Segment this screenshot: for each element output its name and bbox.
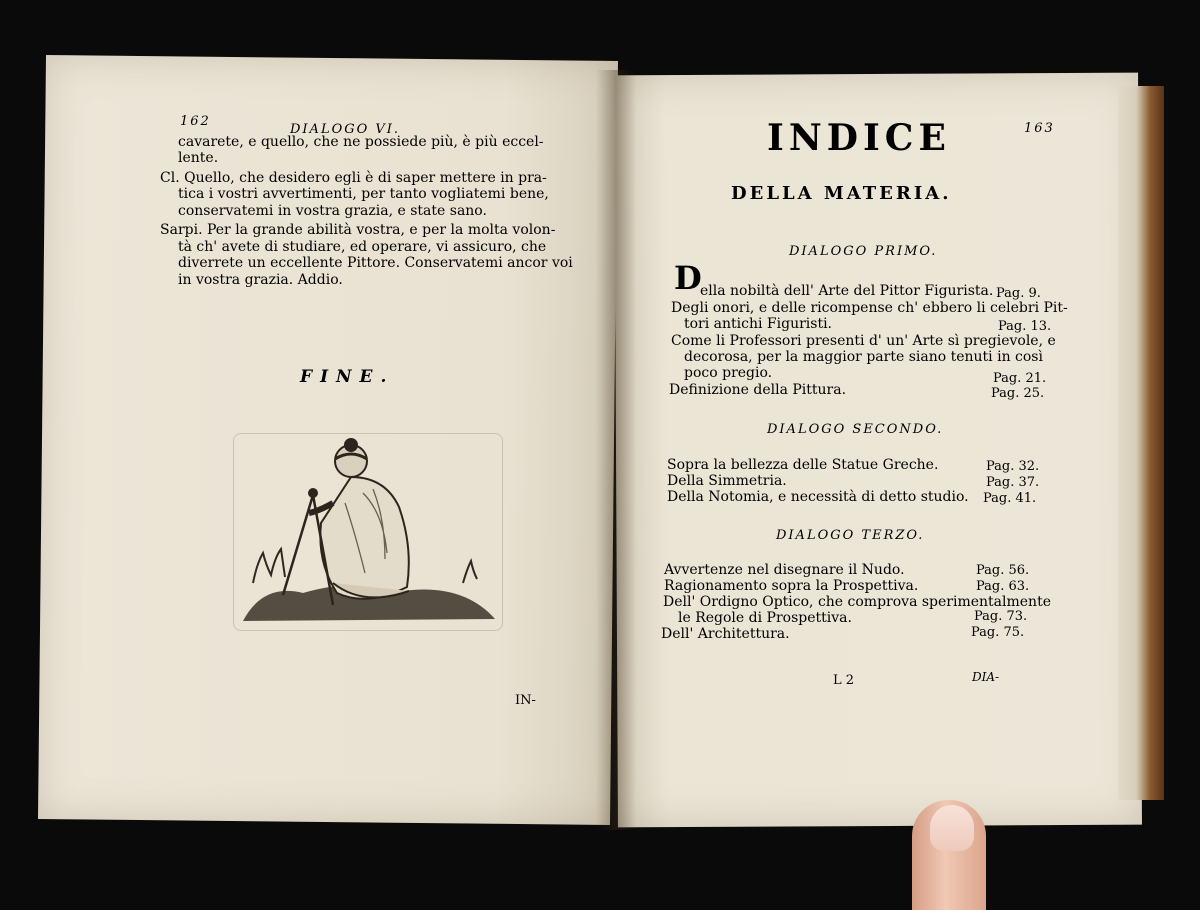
index-entry-line: le Regole di Prospettiva. bbox=[678, 610, 852, 626]
index-entry-line: Della Simmetria. bbox=[667, 473, 787, 489]
section-heading: DIALOGO SECONDO. bbox=[767, 422, 944, 437]
drop-cap: D bbox=[674, 259, 702, 297]
section-heading: DIALOGO TERZO. bbox=[776, 528, 925, 543]
index-entry-page: Pag. 25. bbox=[991, 386, 1045, 401]
index-entry-line: Sopra la bellezza delle Statue Greche. bbox=[667, 457, 939, 473]
index-entry-line: tori antichi Figuristi. bbox=[684, 316, 833, 332]
index-entry-line: decorosa, per la maggior parte siano tenuti in così bbox=[684, 349, 1043, 365]
body-line: conservatemi in vostra grazia, e state sano. bbox=[178, 203, 487, 219]
index-title: INDICE bbox=[767, 117, 951, 159]
index-entry-line: Ragionamento sopra la Prospettiva. bbox=[664, 578, 919, 594]
index-subtitle: DELLA MATERIA. bbox=[731, 183, 952, 204]
index-entry-line: Come li Professori presenti d' un' Arte sì pregievole, e bbox=[671, 333, 1056, 349]
index-entry-page: Pag. 41. bbox=[983, 491, 1037, 506]
left-running-head: DIALOGO VI. bbox=[290, 122, 401, 137]
signature-mark: L 2 bbox=[833, 673, 855, 688]
index-entry-line: ella nobiltà dell' Arte del Pittor Figurista. bbox=[700, 283, 994, 299]
index-entry-line: poco pregio. bbox=[684, 365, 773, 381]
index-entry-page: Pag. 56. bbox=[976, 563, 1030, 578]
index-entry-page: Pag. 21. bbox=[993, 371, 1047, 386]
index-entry-page: Pag. 9. bbox=[996, 286, 1041, 301]
index-entry-line: Dell' Ordigno Optico, che comprova sperimentalmente bbox=[663, 594, 1051, 610]
fingernail bbox=[930, 805, 974, 851]
index-entry-line: Definizione della Pittura. bbox=[669, 382, 847, 398]
body-line: Sarpi. Per la grande abilità vostra, e per la molta volon- bbox=[160, 222, 556, 238]
engraving-figure-with-compass bbox=[233, 433, 501, 629]
body-line: diverrete un eccellente Pittore. Conservatemi ancor voi bbox=[178, 255, 573, 271]
index-entry-line: Avvertenze nel disegnare il Nudo. bbox=[664, 562, 905, 578]
index-entry-line: Dell' Architettura. bbox=[661, 626, 790, 642]
index-entry-page: Pag. 37. bbox=[986, 475, 1040, 490]
index-entry-page: Pag. 13. bbox=[998, 319, 1052, 334]
body-line: lente. bbox=[178, 150, 219, 166]
right-catchword: DIA- bbox=[972, 670, 1000, 684]
index-entry-page: Pag. 75. bbox=[971, 625, 1025, 640]
right-page-number: 163 bbox=[1024, 121, 1055, 136]
body-line: tà ch' avete di studiare, ed operare, vi assicuro, che bbox=[178, 239, 547, 255]
index-entry-line: Della Notomia, e necessità di detto studio. bbox=[667, 489, 969, 505]
fine-text: FINE. bbox=[300, 367, 395, 387]
index-entry-page: Pag. 63. bbox=[976, 579, 1030, 594]
index-entry-page: Pag. 73. bbox=[974, 609, 1028, 624]
book-page-edges bbox=[1118, 86, 1164, 800]
body-line: tica i vostri avvertimenti, per tanto vogliatemi bene, bbox=[178, 186, 549, 202]
left-catchword: IN- bbox=[515, 693, 536, 708]
index-entry-line: Degli onori, e delle ricompense ch' ebbero li celebri Pit- bbox=[671, 300, 1068, 316]
left-page-number: 162 bbox=[180, 114, 211, 129]
body-line: in vostra grazia. Addio. bbox=[178, 272, 343, 288]
book-spine-shadow bbox=[596, 70, 636, 830]
section-heading: DIALOGO PRIMO. bbox=[789, 244, 938, 259]
body-line: cavarete, e quello, che ne possiede più, è più eccel- bbox=[178, 134, 544, 150]
index-entry-page: Pag. 32. bbox=[986, 459, 1040, 474]
body-line: Cl. Quello, che desidero egli è di saper mettere in pra- bbox=[160, 170, 547, 186]
